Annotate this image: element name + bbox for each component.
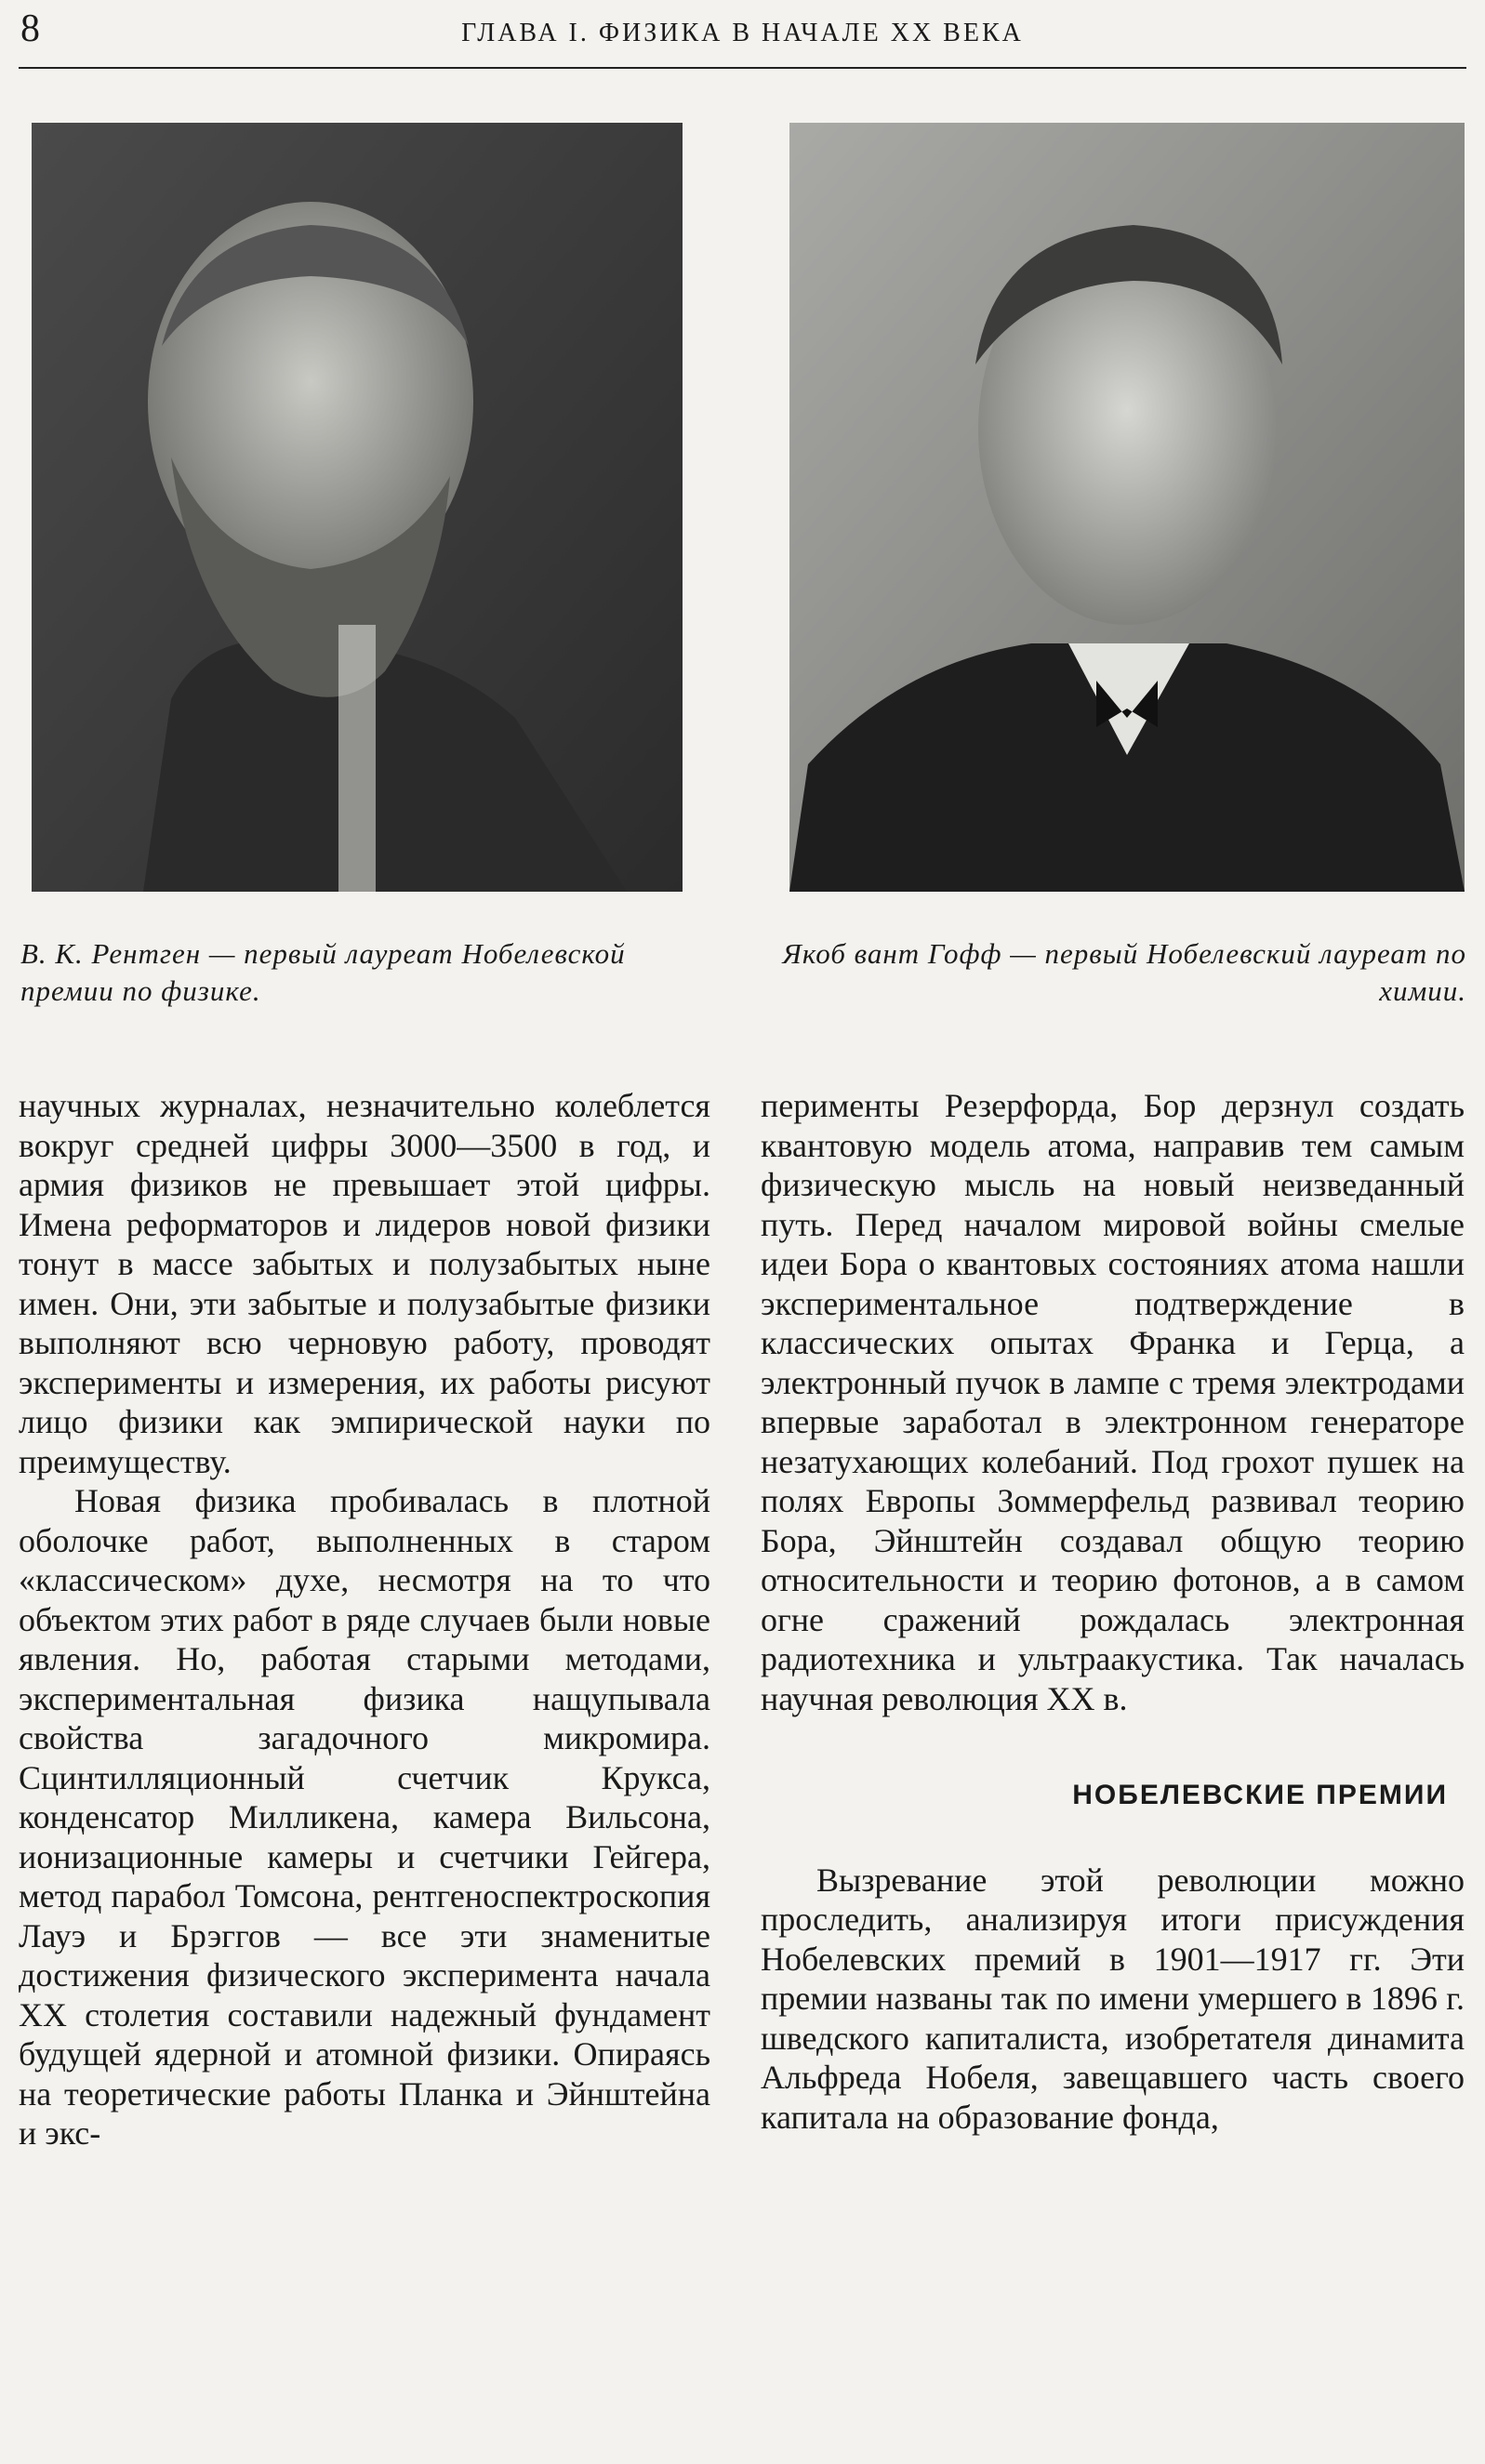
section-heading: НОБЕЛЕВСКИЕ ПРЕМИИ xyxy=(1072,1780,1448,1810)
header-divider xyxy=(19,67,1466,69)
paragraph: Новая физика пробивалась в плотной оболочке работ, выполненных в старом «классическом» духе, несмотря на то что объектом этих работ в ряде случаев были новые явления. Но, работая старыми методами, экспериментальная физика нащупывала свойства загадочного микромира. Сцинтилляционный счетчик Крукса, конденсатор Милликена, камера Вильсона, ионизационные камеры и счетчики Гейгера, метод парабол Томсона, рентгеноспектроскопия Лауэ и Брэггов — все эти знаменитые достижения физического эксперимента начала XX столетия составили надежный фундамент будущей ядерной и атомной физики. Опираясь на теоретические работы Планка и Эйнштейна и экс- xyxy=(19,1482,710,2152)
paragraph: научных журналах, незначительно колеблется вокруг средней цифры 3000—3500 в год, и армия физиков не превышает этой цифры. Имена реформаторов и лидеров новой физики тонут в массе забытых и полузабытых ныне имен. Они, эти забытые и полузабытые физики выполняют всю черновую работу, проводят эксперименты и измерения, их работы рисуют лицо физики как эмпирической науки по преимуществу. xyxy=(19,1087,710,1480)
paragraph: перименты Резерфорда, Бор дерзнул создать квантовую модель атома, направив тем самым физическую мысль на новый неизведанный путь. Перед началом мировой войны смелые идеи Бора о квантовых состояниях атома нашли экспериментальное подтверждение в классических опытах Франка и Герца, а электронный пучок в лампе с тремя электродами впервые заработал в электронном генераторе незатухающих колебаний. Под грохот пушек на полях Европы Зоммерфельд развивал теорию Бора, Эйнштейн создавал общую теорию относительности и теорию фотонов, а в самом огне сражений рождалась электронная радиотехника и ультраакустика. Так началась научная революция XX в. xyxy=(761,1087,1465,1717)
portrait-photo-vant-hoff xyxy=(789,123,1465,892)
page-number: 8 xyxy=(20,7,40,50)
running-head: ГЛАВА I. ФИЗИКА В НАЧАЛЕ XX ВЕКА xyxy=(461,19,1024,47)
text-column-right xyxy=(761,1086,1465,2137)
figure-caption-right: Якоб вант Гофф — первый Нобелевский лауреат по химии. xyxy=(782,937,1466,1007)
paragraph: Вызревание этой революции можно проследить, анализируя итоги присуждения Нобелевских премий в 1901—1917 гг. Эти премии названы так по имени умершего в 1896 г. шведского капиталиста, изобретателя динамита Альфреда Нобеля, завещавшего часть своего капитала на образование фонда, xyxy=(761,1861,1465,2136)
portrait-photo-roentgen xyxy=(32,123,683,892)
text-column-left xyxy=(19,1086,710,2153)
figure-caption-left: В. К. Рентген — первый лауреат Нобелевской премии по физике. xyxy=(20,937,626,1007)
